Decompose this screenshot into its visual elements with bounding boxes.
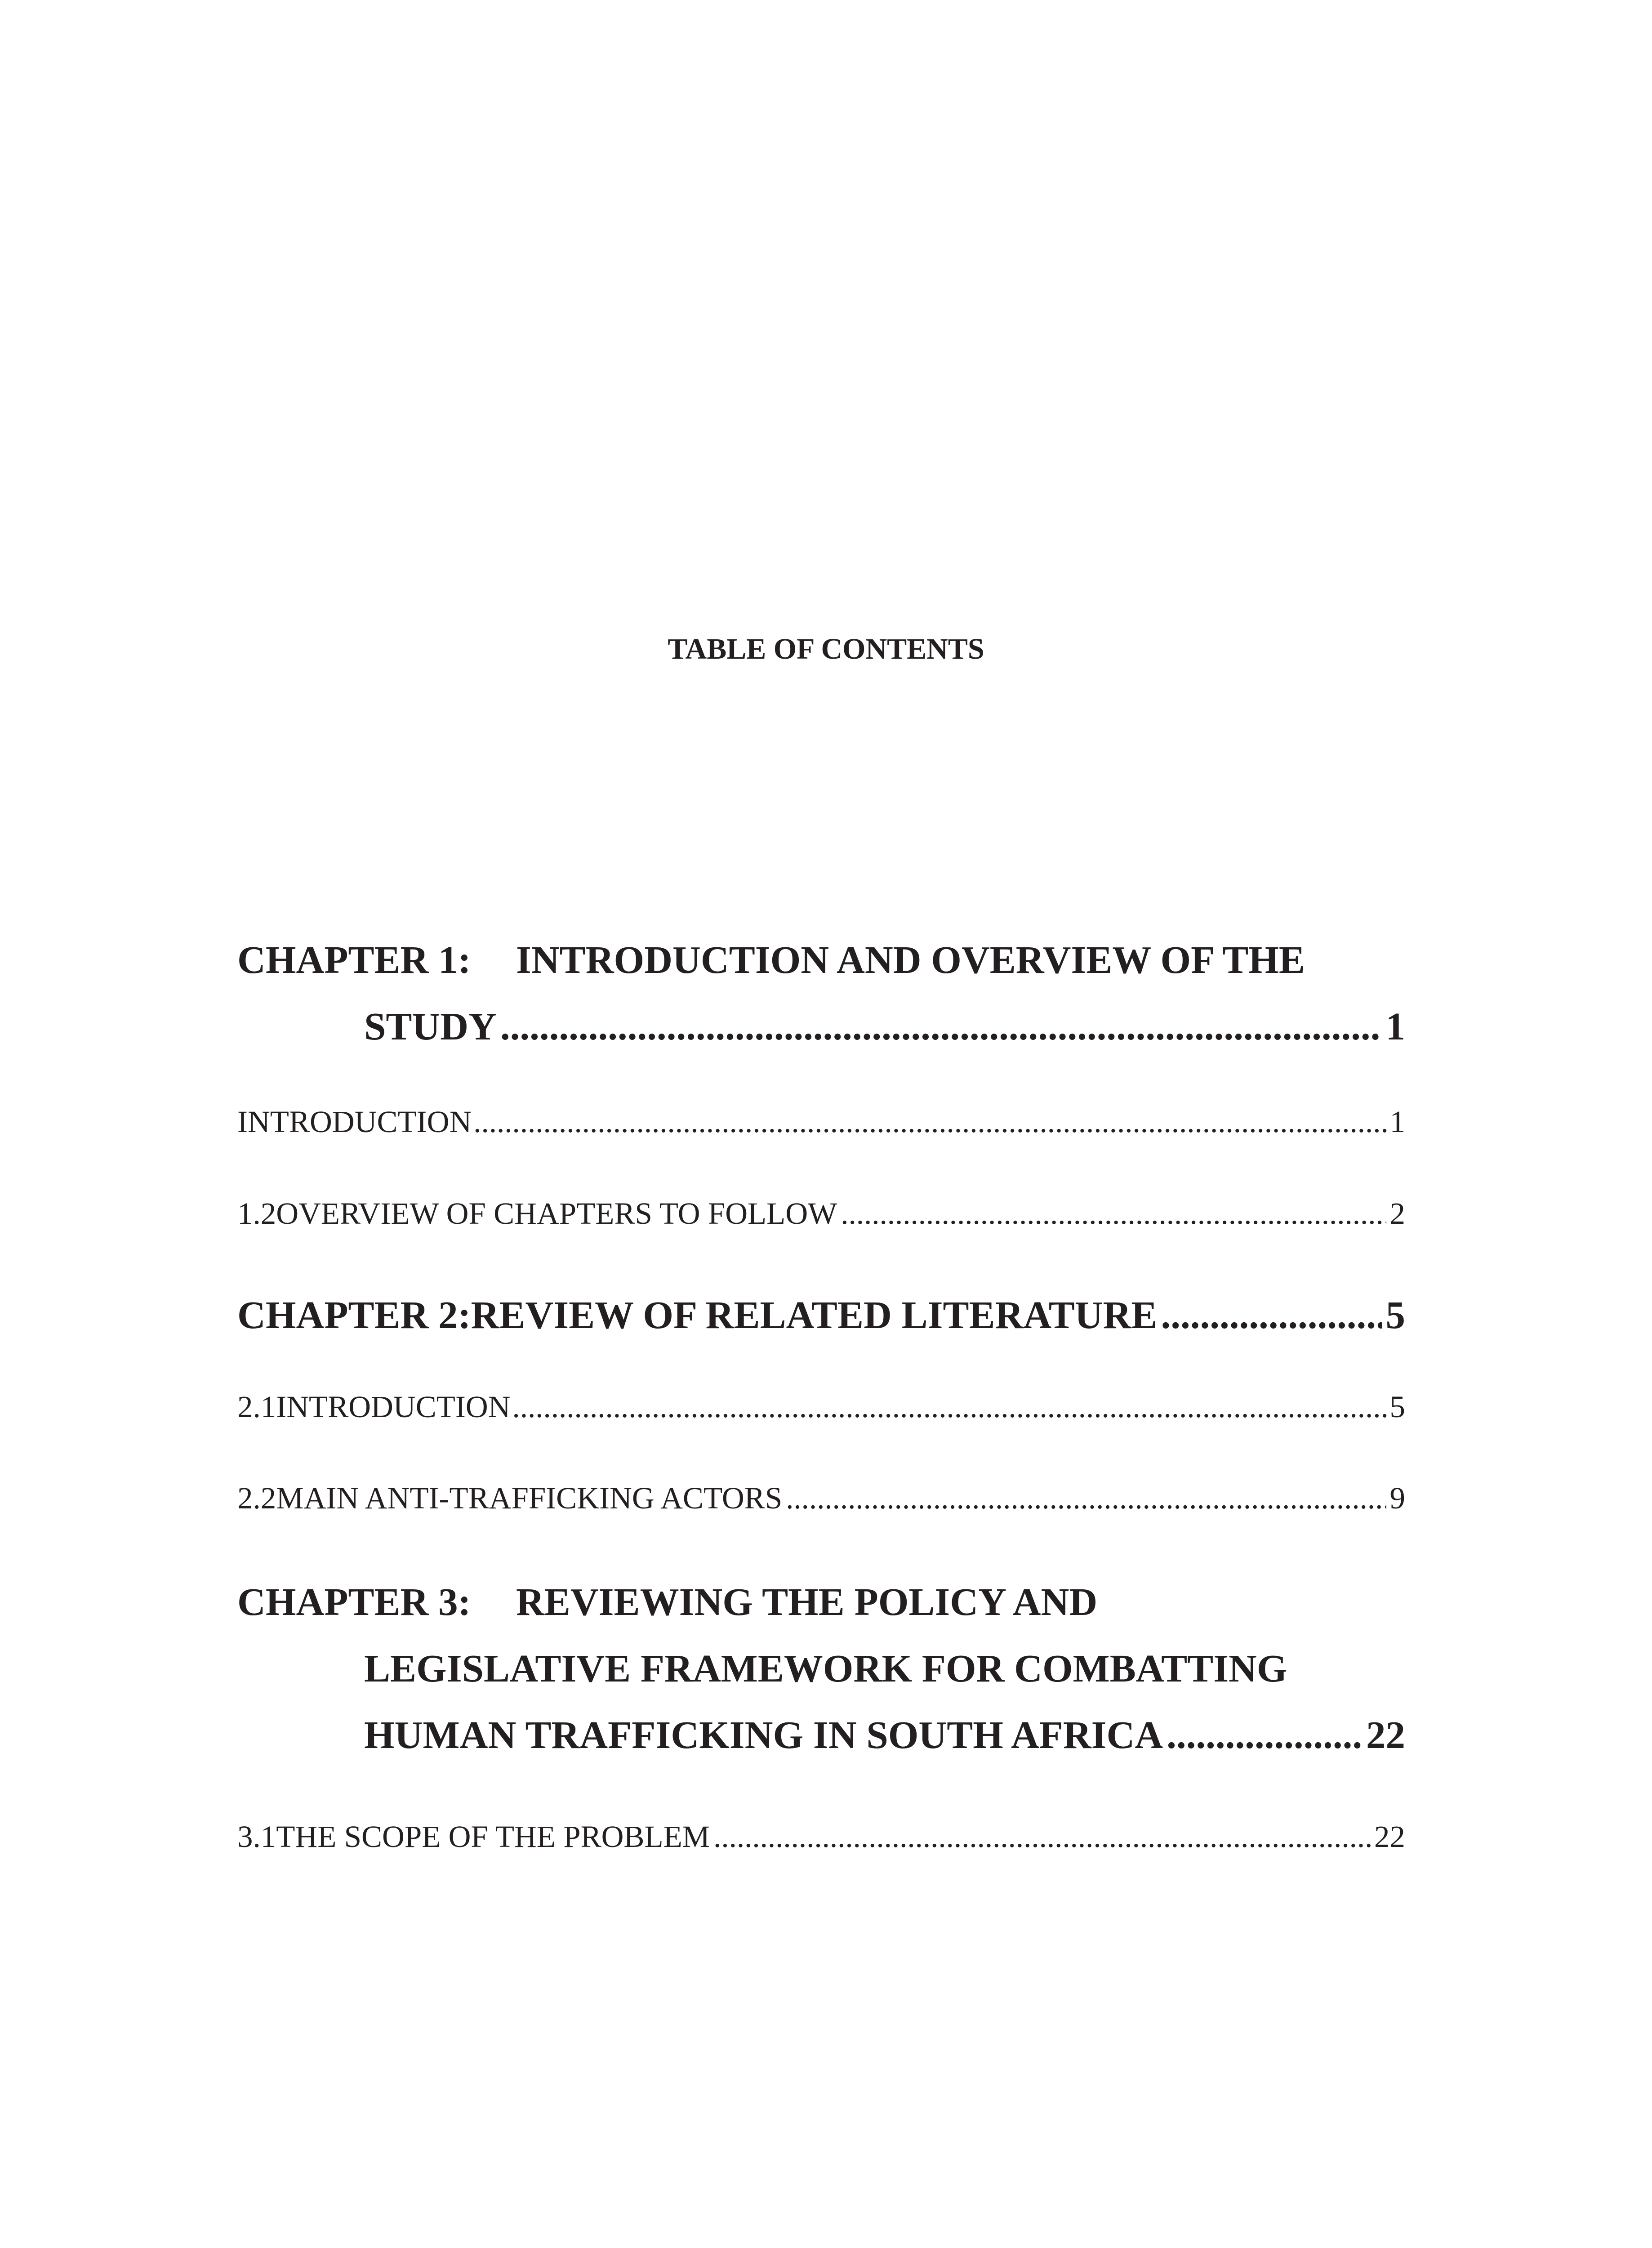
chapter-3-title-line-2: LEGISLATIVE FRAMEWORK FOR COMBATTING <box>364 1646 1287 1690</box>
entry-page-number: 22 <box>1374 1820 1405 1854</box>
entry-title: OVERVIEW OF CHAPTERS TO FOLLOW <box>276 1196 837 1231</box>
chapter-2-line-1 <box>237 1290 1405 1340</box>
chapter-2-title: REVIEW OF RELATED LITERATURE <box>471 1293 1158 1337</box>
chapter-3-line-3 <box>364 1710 1405 1760</box>
chapter-1-page-number: 1 <box>1385 1004 1405 1048</box>
toc-entry-2-2[interactable] <box>237 1478 1405 1518</box>
chapter-1-title-line-2: STUDY <box>364 1004 497 1048</box>
entry-number: 1.2 <box>237 1196 276 1231</box>
chapter-3-line-1 <box>237 1577 1097 1627</box>
chapter-3-label: CHAPTER 3: <box>237 1580 471 1624</box>
entry-number: 3.1 <box>237 1820 276 1854</box>
dot-leader <box>1161 1290 1382 1340</box>
entry-title: INTRODUCTION <box>237 1105 472 1139</box>
entry-page-number: 5 <box>1389 1390 1405 1424</box>
dot-leader <box>841 1193 1386 1234</box>
dot-leader <box>500 1002 1382 1051</box>
entry-title: MAIN ANTI-TRAFFICKING ACTORS <box>276 1481 783 1515</box>
chapter-2-label: CHAPTER 2: <box>237 1293 471 1337</box>
entry-page-number: 2 <box>1389 1196 1405 1231</box>
chapter-1-line-2 <box>364 1002 1405 1051</box>
toc-entry-1-2[interactable] <box>237 1193 1405 1234</box>
dot-leader <box>1167 1710 1363 1760</box>
entry-page-number: 1 <box>1389 1105 1405 1139</box>
chapter-1-label: CHAPTER 1: <box>237 938 471 981</box>
entry-title: THE SCOPE OF THE PROBLEM <box>276 1820 710 1854</box>
toc-entry-3-1[interactable] <box>237 1816 1405 1857</box>
entry-page-number: 9 <box>1389 1481 1405 1515</box>
page-title: TABLE OF CONTENTS <box>668 633 984 665</box>
toc-entry-introduction[interactable] <box>237 1102 1405 1142</box>
dot-leader <box>473 1102 1388 1142</box>
chapter-3-title-line-3: HUMAN TRAFFICKING IN SOUTH AFRICA <box>364 1713 1163 1757</box>
toc-entry-2-1[interactable] <box>237 1387 1405 1427</box>
entry-title: INTRODUCTION <box>276 1390 511 1424</box>
entry-number: 2.2 <box>237 1481 276 1515</box>
chapter-3-line-2 <box>364 1644 1287 1693</box>
chapter-1-title-line-1: INTRODUCTION AND OVERVIEW OF THE <box>516 938 1305 981</box>
chapter-1-line-1 <box>237 935 1305 985</box>
dot-leader <box>512 1387 1388 1427</box>
chapter-3-title-line-1: REVIEWING THE POLICY AND <box>516 1580 1098 1624</box>
chapter-3-page-number: 22 <box>1366 1713 1405 1757</box>
entry-number: 2.1 <box>237 1390 276 1424</box>
dot-leader <box>713 1816 1371 1857</box>
chapter-2-page-number: 5 <box>1385 1293 1405 1337</box>
dot-leader <box>786 1478 1386 1518</box>
